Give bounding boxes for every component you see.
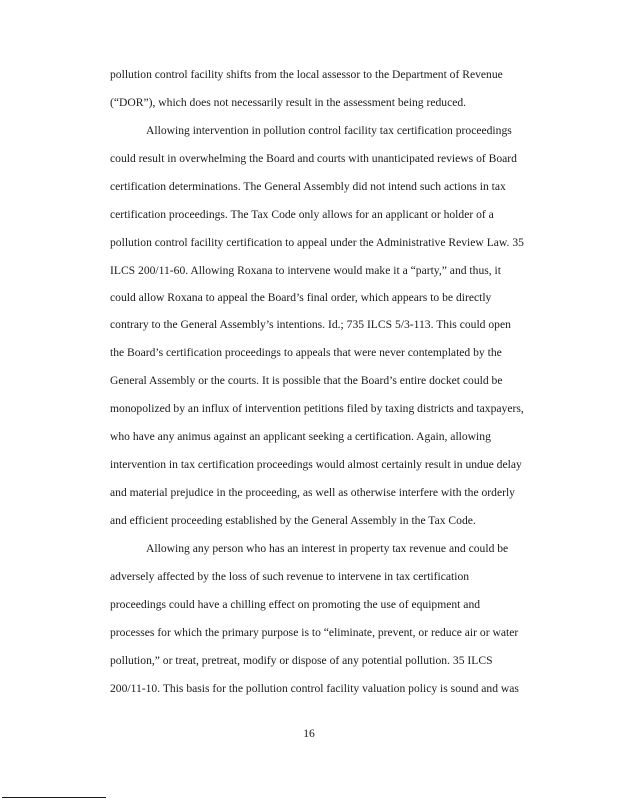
body-line-4: could result in overwhelming the Board and courts with unanticipated reviews of Board — [110, 152, 517, 165]
footnote-separator-rule — [2, 797, 106, 798]
body-line-1: pollution control facility shifts from the local assessor to the Department of Revenue — [110, 68, 503, 81]
body-line-9: could allow Roxana to appeal the Board’s final order, which appears to be directly — [110, 291, 492, 304]
body-line-7: pollution control facility certification to appeal under the Administrative Review Law. 35 — [110, 236, 524, 249]
body-line-19: adversely affected by the loss of such revenue to intervene in tax certification — [110, 570, 470, 583]
paragraph-3-line-1: Allowing any person who has an interest in property tax revenue and could be — [146, 542, 509, 555]
body-line-17: and efficient proceeding established by the General Assembly in the Tax Code. — [110, 514, 476, 527]
body-line-20: proceedings could have a chilling effect on promoting the use of equipment and — [110, 598, 481, 611]
body-line-12: General Assembly or the courts. It is possible that the Board’s entire docket could be — [110, 374, 503, 387]
body-line-15: intervention in tax certification proceedings would almost certainly result in undue delay — [110, 458, 522, 471]
body-line-22: pollution,” or treat, pretreat, modify or dispose of any potential pollution. 35 ILCS — [110, 654, 493, 667]
body-line-5: certification determinations. The General Assembly did not intend such actions in tax — [110, 180, 506, 193]
paragraph-2-line-1: Allowing intervention in pollution control facility tax certification proceedings — [146, 124, 512, 137]
body-line-21: processes for which the primary purpose is to “eliminate, prevent, or reduce air or water — [110, 626, 519, 639]
body-line-14: who have any animus against an applicant seeking a certification. Again, allowing — [110, 430, 491, 443]
body-line-16: and material prejudice in the proceeding, as well as otherwise interfere with the orderly — [110, 486, 515, 499]
body-line-13: monopolized by an influx of intervention petitions filed by taxing districts and taxpayers, — [110, 402, 524, 415]
body-line-6: certification proceedings. The Tax Code only allows for an applicant or holder of a — [110, 208, 494, 221]
body-line-11: the Board’s certification proceedings to appeals that were never contemplated by the — [110, 346, 502, 359]
page-number: 16 — [303, 727, 315, 740]
body-line-2: (“DOR”), which does not necessarily result in the assessment being reduced. — [110, 96, 467, 109]
body-line-23: 200/11-10. This basis for the pollution control facility valuation policy is sound and was — [110, 682, 519, 695]
body-line-10: contrary to the General Assembly’s intentions. Id.; 735 ILCS 5/3-113. This could open — [110, 318, 511, 331]
body-line-8: ILCS 200/11-60. Allowing Roxana to intervene would make it a “party,” and thus, it — [110, 264, 501, 277]
